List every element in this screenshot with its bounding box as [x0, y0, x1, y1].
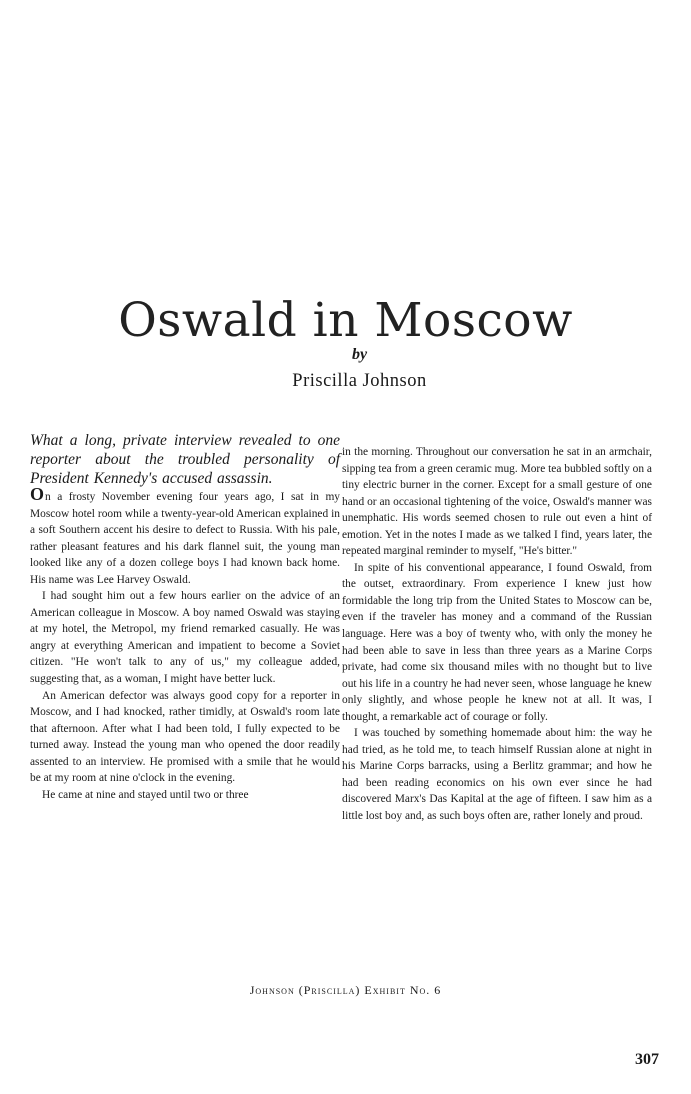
drop-cap: O: [30, 484, 45, 504]
article-title: Oswald in Moscow: [118, 293, 573, 349]
exhibit-caption: Johnson (Priscilla) Exhibit No. 6: [249, 983, 442, 997]
article-dek: What a long, private interview revealed to one reporter about the troubled personality of President Kennedy's accused assassin.: [30, 432, 340, 487]
author-name: Priscilla Johnson: [292, 371, 427, 391]
body-paragraph: in the morning. Throughout our conversation he sat in an armchair, sipping tea from a green ceramic mug. More tea bubbled softly on a tiny electric burner in the corner. Except for a small gesture of one hand or an occasional tightening of the voice, Oswald's manner was unemphatic. His words seemed chosen to rule out even a hint of emotion. Yet in the notes I made as we talked I find, years later, the repeated marginal reminder to myself, "He's bitter.": [342, 446, 652, 558]
right-column: [342, 444, 652, 825]
body-paragraph: He came at nine and stayed until two or three: [42, 788, 249, 801]
body-paragraph: An American defector was always good copy for a reporter in Moscow, and I had knocked, rather timidly, at Oswald's room late that afternoon. After what I had been told, I fully expected to be turned away. Instead the young man who opened the door readily assented to an interview. He promised with a smile that he would be at my room at nine o'clock in the evening.: [30, 689, 340, 785]
body-paragraph: I had sought him out a few hours earlier on the advice of an American colleague in Moscow. A boy named Oswald was staying at my hotel, the Metropol, my friend remarked casually. He was angry at everything American and impatient to become a Soviet citizen. "He won't talk to any of us," my colleague added, suggesting that, as a woman, I might have better luck.: [30, 590, 340, 686]
lead-paragraph: [30, 484, 340, 588]
page-number: 307: [635, 1051, 659, 1068]
body-paragraph: I was touched by something homemade about him: the way he had tried, as he told me, to teach himself Russian alone at night in his Marine Corps barracks, using a Berlitz grammar; and how he had been reading economics on his own ever since he had discovered Marx's Das Kapital at the age of fifteen. I saw him as a little lost boy and, as such boys often are, rather lonely and proud.: [342, 727, 652, 823]
body-paragraph: In spite of his conventional appearance, I found Oswald, from the outset, extraordinary. From experience I knew just how formidable the long trip from the United States to Moscow can be, even if the traveler has money and a command of the Russian language. Here was a boy of twenty who, with only the money he had been able to save in less than three years as a Marine Corps private, had come six thousand miles with no thought but to live out his life in a country he had never seen, whose language he knew only slightly, and whose people he knew not at all. It was, I thought, a remarkable act of courage or folly.: [342, 561, 652, 723]
lead-paragraph-text: n a frosty November evening four years ago, I sat in my Moscow hotel room while a twenty-year-old American explained in a soft Southern accent his desire to defect to Russia. With his pale, rather pleasant features and his dark flannel suit, the young man looked like any of a dozen college boys I had known back home. His name was Lee Harvey Oswald.: [30, 491, 340, 586]
left-column: [30, 431, 340, 803]
byline-by: by: [351, 346, 368, 363]
